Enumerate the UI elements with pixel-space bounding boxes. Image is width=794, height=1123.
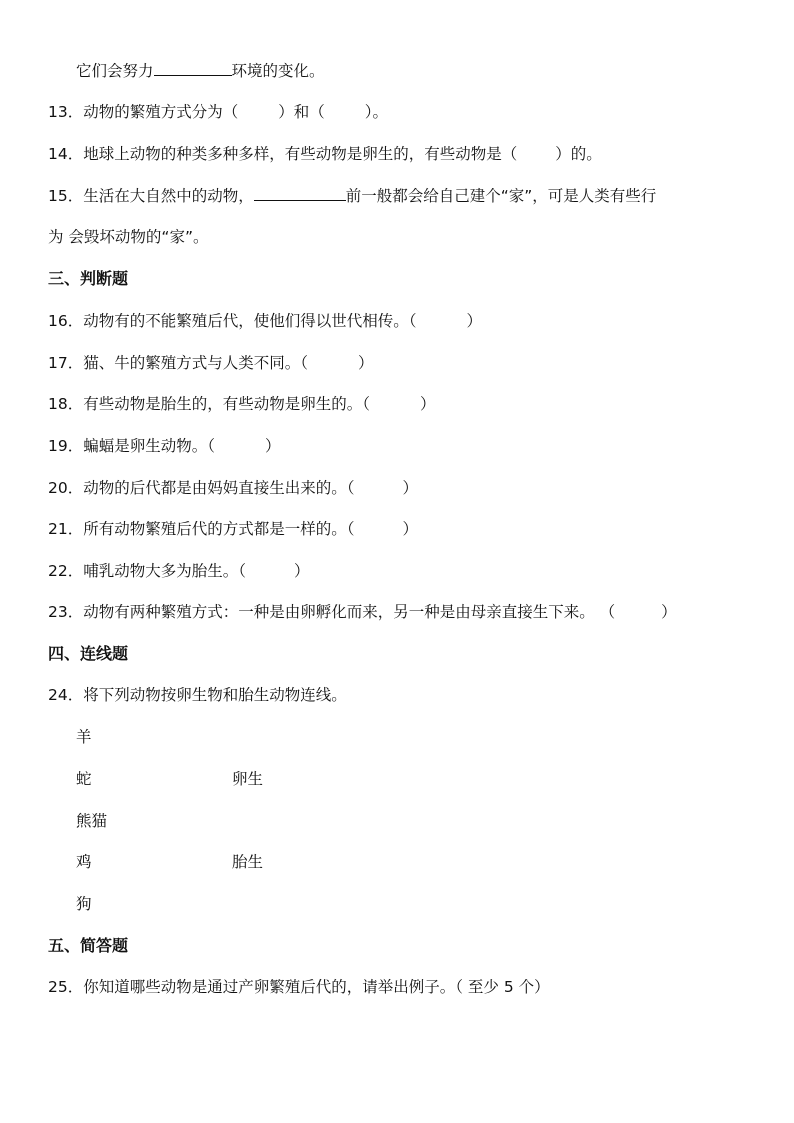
- q12-text-after: 环境的变化。: [231, 62, 325, 80]
- question-number: 15．: [48, 187, 84, 205]
- question-text: 动物的后代都是由妈妈直接生出来的。（: [83, 479, 355, 497]
- section-heading-short-answer: 五、简答题: [48, 936, 129, 955]
- question-text: 所有动物繁殖后代的方式都是一样的。（: [83, 520, 355, 538]
- question-number: 21．: [48, 520, 84, 538]
- judgment-question-18: [48, 393, 436, 415]
- question-text-end: ）: [420, 395, 436, 413]
- question-number: 17．: [48, 354, 84, 372]
- judgment-question-19: [48, 435, 281, 457]
- question-text-end: ）: [402, 479, 419, 497]
- question-number: 24．: [48, 686, 84, 704]
- q12-text-before: 它们会努力: [76, 62, 154, 80]
- question-text-end: ）。: [364, 103, 389, 121]
- question-number: 23．: [48, 603, 84, 621]
- match-animal-snake[interactable]: 蛇: [76, 770, 92, 788]
- judgment-question-20: [48, 477, 418, 499]
- question-number: 16．: [48, 312, 84, 330]
- question-text: 蝙蝠是卵生动物。（: [83, 437, 215, 455]
- question-13: [48, 101, 388, 123]
- match-type-viviparous[interactable]: 胎生: [232, 853, 264, 871]
- section-heading-judgment: 三、判断题: [48, 269, 129, 288]
- match-animal-chicken[interactable]: 鸡: [76, 853, 92, 871]
- question-text-after: 前一般都会给自己建个“家”，可是人类有些行: [345, 187, 657, 205]
- question-number: 18．: [48, 395, 84, 413]
- question-text-mid: ）和（: [278, 103, 325, 121]
- judgment-question-16: [48, 310, 482, 332]
- question-text: 动物的繁殖方式分为（: [83, 103, 239, 121]
- question-number: 22．: [48, 562, 84, 580]
- match-animal-dog[interactable]: 狗: [76, 895, 92, 913]
- question-15-line-2: 为 会毁坏动物的“家”。: [48, 228, 209, 246]
- question-text: 有些动物是胎生的，有些动物是卵生的。（: [83, 395, 370, 413]
- q15-answer-blank: [254, 184, 346, 201]
- match-type-oviparous[interactable]: 卵生: [232, 770, 264, 788]
- section-heading-matching: 四、连线题: [48, 644, 129, 663]
- question-14: [48, 143, 602, 165]
- judgment-question-17: [48, 352, 374, 374]
- question-text: 地球上动物的种类多种多样，有些动物是卵生的，有些动物是（: [83, 145, 518, 163]
- judgment-question-23: [48, 601, 677, 623]
- question-text-end: ）: [265, 437, 281, 455]
- q12-answer-blank: [154, 59, 232, 76]
- question-25: [48, 976, 550, 998]
- question-text: 将下列动物按卵生物和胎生动物连线。: [83, 686, 347, 704]
- question-12-continuation: [76, 59, 325, 82]
- question-text-end: ）: [358, 354, 374, 372]
- question-text: 猫、牛的繁殖方式与人类不同。（: [83, 354, 308, 372]
- question-number: 25．: [48, 978, 84, 996]
- match-animal-panda[interactable]: 熊猫: [76, 812, 108, 830]
- question-text-end: ）: [402, 520, 419, 538]
- question-text-end: ）: [294, 562, 310, 580]
- question-text-end: ）的。: [555, 145, 602, 163]
- question-number: 20．: [48, 479, 84, 497]
- question-text-before: 生活在大自然中的动物，: [83, 187, 254, 205]
- question-15: [48, 184, 656, 207]
- question-number: 14．: [48, 145, 84, 163]
- question-text: 动物有两种繁殖方式：一种是由卵孵化而来，另一种是由母亲直接生下来。 （: [83, 603, 616, 621]
- judgment-question-22: [48, 560, 310, 582]
- question-text-end: ）: [466, 312, 483, 330]
- match-animal-sheep[interactable]: 羊: [76, 728, 92, 746]
- question-text: 哺乳动物大多为胎生。（: [83, 562, 246, 580]
- judgment-question-21: [48, 518, 418, 540]
- question-number: 13．: [48, 103, 84, 121]
- question-text-end: ）: [661, 603, 677, 621]
- question-number: 19．: [48, 437, 84, 455]
- question-24: [48, 684, 347, 706]
- question-text: 动物有的不能繁殖后代，使他们得以世代相传。（: [83, 312, 417, 330]
- question-text: 你知道哪些动物是通过产卵繁殖后代的，请举出例子。（ 至少 5 个）: [83, 978, 550, 996]
